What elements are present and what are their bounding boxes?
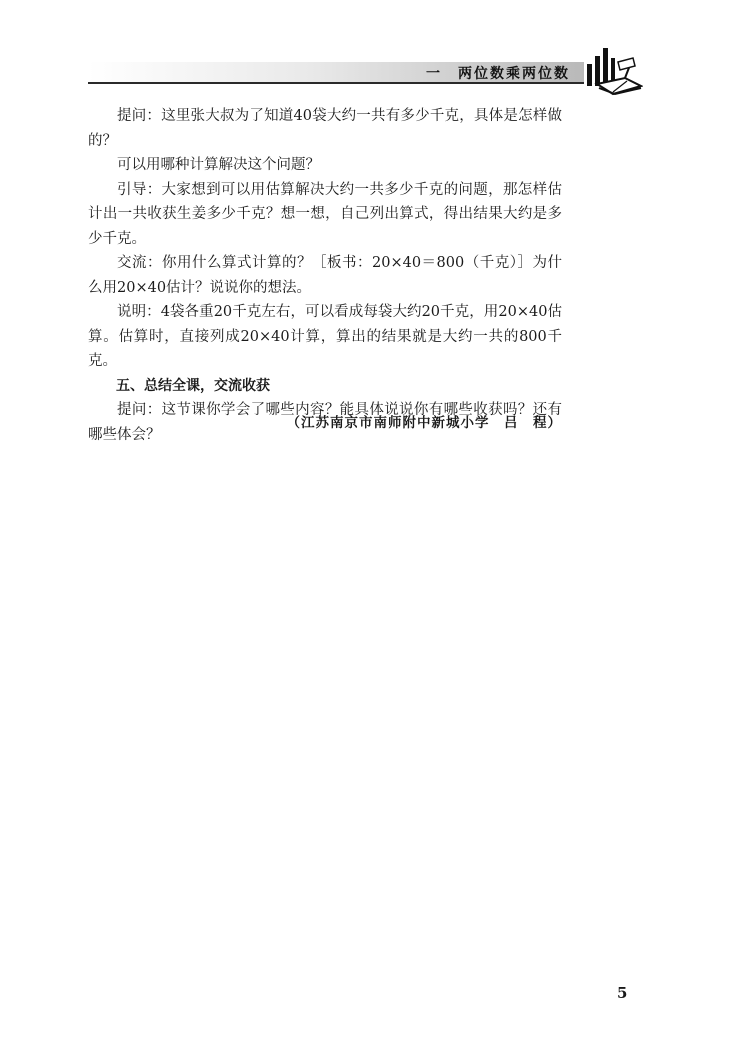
paragraph-which-calculation: 可以用哪种计算解决这个问题？ xyxy=(117,157,320,173)
books-and-bar-chart-icon xyxy=(585,44,643,96)
paragraph-exchange: 交流：你用什么算式计算的？［板书：20×40＝800（千克）］为什么用20×40估计？说说你的想法。 xyxy=(88,255,562,296)
paragraph-question: 提问：这里张大叔为了知道40袋大约一共有多少千克，具体是怎样做的？ xyxy=(88,108,562,149)
page-number: 5 xyxy=(617,984,628,1002)
paragraph-explanation: 说明：4袋各重20千克左右，可以看成每袋大约20千克，用20×40估算。估算时，直接列成20×40计算，算出的结果就是大约一共的800千克。 xyxy=(88,304,562,369)
chapter-label: 一 两位数乘两位数 xyxy=(426,66,570,82)
lesson-text xyxy=(88,104,562,447)
author-signature: （江苏南京市南师附中新城小学 吕 程） xyxy=(286,415,562,431)
paragraph-closing-question: 提问：这节课你学会了哪些内容？能具体说说你有哪些收获吗？还有哪些体会？ xyxy=(88,402,562,443)
section-heading: 五、总结全课，交流收获 xyxy=(116,377,270,394)
paragraph-guidance: 引导：大家想到可以用估算解决大约一共多少千克的问题，那怎样估计出一共收获生姜多少千克？想一想，自己列出算式，得出结果大约是多少千克。 xyxy=(88,181,562,247)
